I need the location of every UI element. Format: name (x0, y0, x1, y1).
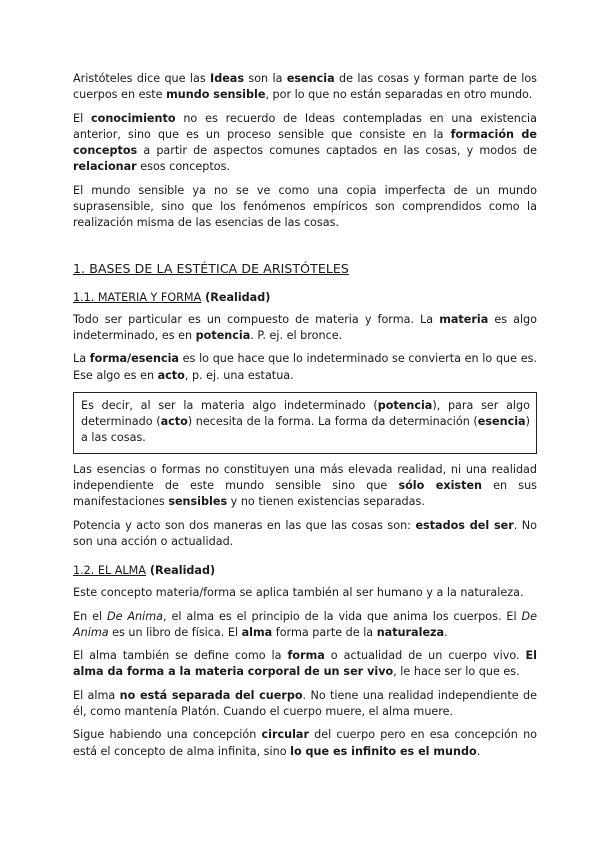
text-run: En el (73, 609, 107, 623)
bold-text: El alma da forma a la materia corporal de un ser vivo (73, 649, 537, 679)
subsection-title-alma: 1.2. EL ALMA (73, 564, 146, 578)
intro-paragraph-conocimiento (73, 111, 537, 176)
bold-text: acto (160, 415, 188, 429)
text-run: o actualidad de un cuerpo vivo. (324, 649, 526, 663)
italic-text: De Anima (73, 609, 538, 639)
text-run: , por lo que no están separadas en otro mundo. (265, 88, 533, 102)
italic-text: De Anima (106, 609, 164, 623)
text-run: Este concepto materia/forma se aplica también al ser humano y a la naturaleza. (73, 586, 524, 600)
text-run: a partir de aspectos comunes captados en las cosas, y modos de (137, 144, 537, 158)
bold-text: esencia (477, 415, 526, 429)
text-run: es un libro de física. El (108, 625, 242, 639)
bold-text: potencia (195, 328, 251, 342)
text-run: es lo que hace que lo indeterminado se convierta en lo que es. Ese algo es en (73, 352, 537, 382)
highlight-box-text (81, 398, 530, 447)
text-run: esos conceptos. (136, 160, 231, 174)
text-run: no es recuerdo de Ideas contempladas en una existencia anterior, sino que es un proceso sensible que consiste en la (73, 111, 537, 141)
text-run: . (444, 625, 448, 639)
text-run: . P. ej. el bronce. (250, 328, 343, 342)
text-run: . No son una acción o actualidad. (73, 518, 538, 548)
bold-text: esencia (286, 72, 335, 85)
bold-text: relacionar (73, 160, 137, 174)
paragraph-esencias-formas (73, 462, 537, 511)
bold-text: circular (261, 728, 309, 742)
text-run: ), para ser algo determinado ( (81, 398, 530, 429)
bold-text: sensibles (168, 495, 228, 509)
paragraph-alma-no-separada (73, 688, 537, 721)
text-run: Sigue habiendo una concepción (73, 728, 262, 742)
bold-text: lo que es infinito es el mundo (290, 744, 477, 758)
text-run: y no tienen existencias separadas. (227, 495, 425, 509)
text-run: Potencia y acto son dos maneras en las que las cosas son: (73, 518, 416, 532)
paragraph-materia (73, 312, 537, 345)
text-run: es algo indeterminado, es en (73, 312, 537, 342)
text-run: El alma también se define como la (73, 649, 288, 663)
bold-text: potencia (377, 398, 433, 412)
bold-text: forma (287, 649, 325, 663)
intro-paragraph-ideas (73, 71, 537, 104)
text-run: La (73, 352, 90, 366)
text-run: en sus manifestaciones (73, 479, 537, 509)
text-run: de las cosas y forman parte de los cuerpos en este (73, 72, 537, 102)
text-run: , p. ej. una estatua. (184, 368, 294, 382)
subsection-tag-realidad: (Realidad) (145, 564, 216, 578)
text-run: , le hace ser lo que es. (393, 665, 520, 679)
bold-text: sólo existen (398, 479, 482, 493)
subsection-heading-alma (73, 563, 537, 579)
bold-text: formación de conceptos (73, 127, 537, 158)
text-run: del cuerpo pero en esa concepción no está el concepto de alma infinita, sino (73, 728, 538, 758)
bold-text: alma (241, 625, 273, 639)
subsection-title-materia-forma: 1.1. MATERIA Y FORMA (73, 290, 202, 304)
text-run: ) a las cosas. (81, 415, 530, 445)
paragraph-concepto-materia-forma (73, 585, 537, 601)
text-run: ) necesita de la forma. La forma da determinación ( (187, 415, 478, 429)
subsection-tag-realidad: (Realidad) (201, 290, 271, 304)
text-run: El alma (73, 688, 120, 702)
bold-text: materia (439, 312, 489, 326)
bold-text: mundo sensible (166, 88, 266, 102)
highlight-box (73, 392, 537, 454)
section-heading-bases-estetica: 1. BASES DE LA ESTÉTICA DE ARISTÓTELES (73, 260, 349, 276)
paragraph-alma-forma (73, 648, 537, 681)
text-run: Es decir, al ser la materia algo indeterminado ( (81, 398, 378, 412)
paragraph-de-anima (73, 609, 537, 642)
bold-text: no está separada del cuerpo (119, 688, 303, 702)
subsection-heading-materia-forma (73, 290, 537, 306)
paragraph-potencia-acto (73, 518, 537, 551)
intro-paragraph-mundo-sensible (73, 183, 537, 232)
text-run: . No tiene una realidad independiente de él, como mantenía Platón. Cuando el cuerpo muere, el alma muere. (73, 688, 537, 719)
paragraph-forma-esencia (73, 351, 537, 384)
text-run: Las esencias o formas no constituyen una más elevada realidad, ni una realidad independiente de este mundo sensible sino que (73, 462, 537, 493)
text-run: son la (244, 72, 287, 85)
bold-text: forma/esencia (89, 352, 179, 366)
text-run: Aristóteles dice que las (73, 72, 211, 85)
text-run: . (476, 744, 481, 758)
bold-text: naturaleza (376, 625, 445, 639)
bold-text: conocimiento (91, 111, 176, 125)
bold-text: acto (157, 368, 185, 382)
text-run: El (73, 111, 91, 125)
bold-text: estados del ser (415, 518, 514, 532)
text-run: El mundo sensible ya no se ve como una copia imperfecta de un mundo suprasensible, sino que los fenómenos empíricos son comprendidos como la realización misma de las esencias de las cosas. (73, 183, 537, 230)
document-page (73, 71, 537, 760)
bold-text: Ideas (210, 72, 245, 85)
text-run: forma parte de la (272, 625, 377, 639)
text-run: , el alma es el principio de la vida que anima los cuerpos. El (163, 609, 522, 623)
paragraph-concepcion-circular (73, 727, 537, 760)
text-run: Todo ser particular es un compuesto de materia y forma. La (73, 312, 440, 326)
